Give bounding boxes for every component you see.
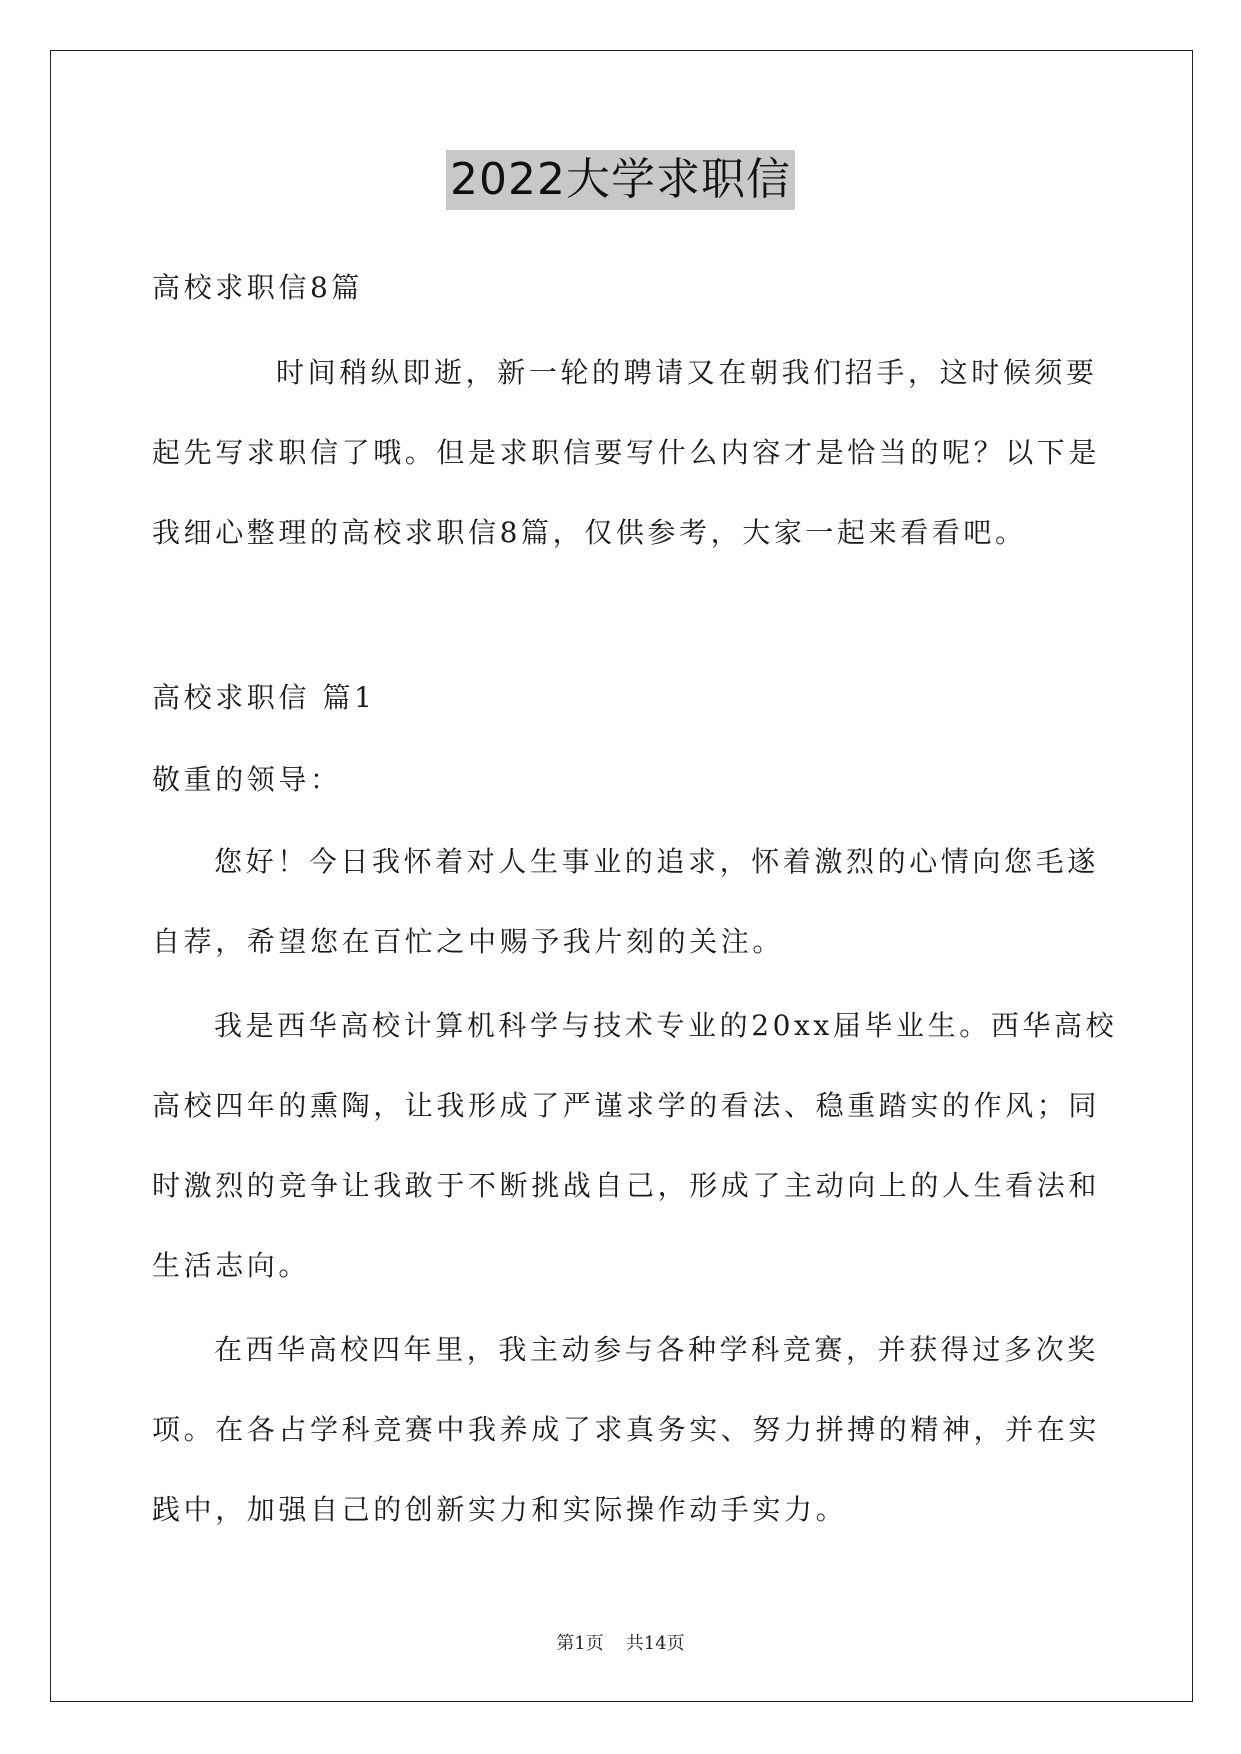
paragraph-line: 起先写求职信了哦。但是求职信要写什么内容才是恰当的呢？以下是	[152, 436, 1101, 469]
paragraph-line: 生活志向。	[152, 1249, 311, 1282]
title-container	[0, 150, 1241, 210]
page-total: 共14页	[625, 1633, 685, 1654]
paragraph-line: 在西华高校四年里，我主动参与各种学科竞赛，并获得过多次奖	[214, 1333, 1099, 1366]
document-title: 2022大学求职信	[446, 150, 795, 210]
paragraph-line: 时间稍纵即逝，新一轮的聘请又在朝我们招手，这时候须要	[276, 356, 1098, 389]
section-heading: 高校求职信 篇1	[152, 681, 376, 714]
paragraph-line: 践中，加强自己的创新实力和实际操作动手实力。	[152, 1493, 848, 1526]
paragraph-line: 自荐，希望您在百忙之中赐予我片刻的关注。	[152, 925, 785, 958]
paragraph-line: 项。在各占学科竞赛中我养成了求真务实、努力拼搏的精神，并在实	[152, 1413, 1101, 1446]
page-footer	[0, 1632, 1241, 1656]
paragraph-line: 我是西华高校计算机科学与技术专业的20xx届毕业生。西华高校	[214, 1009, 1118, 1042]
salutation: 敬重的领导：	[152, 763, 342, 796]
paragraph-line: 高校四年的熏陶，让我形成了严谨求学的看法、稳重踏实的作风；同	[152, 1089, 1101, 1122]
paragraph-line: 我细心整理的高校求职信8篇，仅供参考，大家一起来看看吧。	[152, 516, 1027, 549]
paragraph-line: 您好！今日我怀着对人生事业的追求，怀着激烈的心情向您毛遂	[214, 845, 1099, 878]
document-subtitle: 高校求职信8篇	[152, 271, 364, 304]
page-number: 第1页	[556, 1633, 604, 1654]
paragraph-line: 时激烈的竞争让我敢于不断挑战自己，形成了主动向上的人生看法和	[152, 1169, 1101, 1202]
